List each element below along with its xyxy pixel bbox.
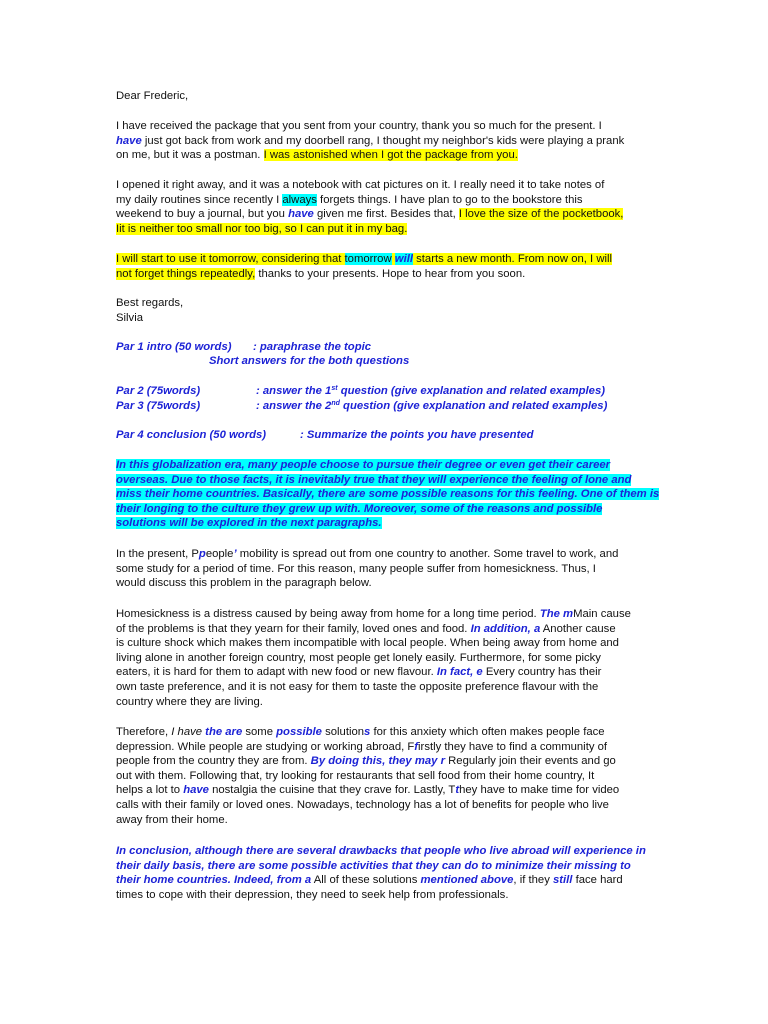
letter-paragraph-2: I opened it right away, and it was a notebook with cat pictures on it. I really need it to take notes of my daily routines since recently I always forgets things. I have plan to go to the bookstore this weekend to buy a journal, but you have given me first. Besides that, I love the size of the pocketbook, Iit is neither too small nor too big, so I can put it in my bag. [116, 179, 624, 235]
essay-paragraph-2: Homesickness is a distress caused by being away from home for a long time period. The mMain cause of the problems is that they yearn for their family, loved ones and food. In addition, a Another cause is culture shock which makes them incompatible with local people. When being away from home and living alone in another foreign country, most people get lonely easily. Furthermore, for some picky eaters, it is hard for them to adapt with new food or new flavour. In fact, e Every country has their own taste preference, and it is not easy for them to taste the opposite preference flavour with the country where they are living. [116, 608, 631, 708]
highlight-yellow: I love the size of the pocketbook, [458, 208, 624, 221]
letter-paragraph-1: I have received the package that you sent from your country, thank you so much for the present. I have just got back from work and my doorbell rang, I thought my neighbor's kids were playing a prank on me, but it was a postman. I was astonished when I got the package from you. [116, 120, 625, 162]
highlight-yellow: Iit is neither too small nor too big, so I can put it in my bag. [116, 222, 408, 235]
highlight-yellow: I was astonished when I got the package from you. [263, 149, 518, 162]
essay-intro: In this globalization era, many people choose to pursue their degree or even get their career overseas. Due to those facts, it is inevitably true that they will experience the feeling of lone and miss their home countries. Basically, there are some possible reasons for this feeling. One of them is their longing to the culture they grew up with. Moreover, some of the reasons and possible solutions will be explored in the next paragraphs. [116, 459, 660, 530]
document-page: Dear Frederic, I have received the package that you sent from your country, thank you so much for the present. I have just got back from work and my doorbell rang, I thought my neighbor's kids were playing a prank on me, but it was a postman. I was astonished when I got the package from you. I opened it right away, and it was a notebook with cat pictures on it. I really need it to take notes of my daily routines since recently I always forgets things. I have plan to go to the bookstore this weekend to buy a journal, but you have given me first. Besides that, I love the size of the pocketbook, Iit is neither too small nor too big, so I can put it in my bag. I will start to use it tomorrow, considering that tomorrow will starts a new month. From now on, I will not forget things repeatedly, thanks to your presents. Hope to hear from you soon. Best regards, Silvia Par 1 intro (50 words) : paraphrase the topic Short answers for the both questions Par 2 (75words) : answer the 1st question (give explanation and related examples) Par 3 (75words) : answer the 2nd question (give explanation and related examples) Par 4 conclusion (50 words) : Summarize the points you have presented In this globalization era, many people choose to pursue their degree or even get their career overseas. Due to those facts, it is inevitably true that they will experience the feeling of lone and miss their home countries. Basically, there are some possible reasons for this feeling. One of them is their longing to the culture they grew up with. Moreover, some of the reasons and possible solutions will be explored in the next paragraphs. In the present, Ppeople’ mobility is spread out from one country to another. Some travel to work, and some study for a period of time. For this reason, many people suffer from homesickness. Thus, I would discuss this problem in the paragraph below. Homesickness is a distress caused by being away from home for a long time period. The mMain cause of the problems is that they yearn for their family, loved ones and food. In addition, a Another cause is culture shock which makes them incompatible with local people. When being away from home and living alone in another foreign country, most people get lonely easily. Furthermore, for some picky eaters, it is hard for them to adapt with new food or new flavour. In fact, e Every country has their own taste preference, and it is not easy for them to taste the opposite preference flavour with the country where they are living. Therefore, I have the are some possible solutions for this anxiety which often makes people face depression. While people are studying or working abroad, Ffirstly they have to find a community of people from the country they are from. By doing this, they may r Regularly join their events and go out with them. Following that, try looking for restaurants that sell food from their home country, It helps a lot to have nostalgia the cuisine that they crave for. Lastly, Tthey have to make time for video calls with their family or loved ones. Nowadays, technology has a lot of benefits for people who live away from their home. In conclusion, although there are several drawbacks that people who live abroad will experience in their daily basis, there are some possible activities that they can do to minimize their missing to their home countries. Indeed, from a All of these solutions mentioned above, if they still face hard times to cope with their depression, they need to seek help from professionals. [116, 90, 660, 901]
essay-conclusion: In conclusion, although there are several drawbacks that people who live abroad will experience in their daily basis, there are some possible activities that they can do to minimize their missing to their home countries. Indeed, from a All of these solutions mentioned above, if they still face hard times to cope with their depression, they need to seek help from professionals. [116, 845, 646, 901]
essay-paragraph-1: In the present, Ppeople’ mobility is spread out from one country to another. Some travel to work, and some study for a period of time. For this reason, many people suffer from homesickness. Thus, I would discuss this problem in the paragraph below. [116, 548, 619, 590]
essay-paragraph-3: Therefore, I have the are some possible solutions for this anxiety which often makes people face depression. While people are studying or working abroad, Ffirstly they have to find a community of people from the country they are from. By doing this, they may r Regularly join their events and go out with them. Following that, try looking for restaurants that sell food from their home country, It helps a lot to have nostalgia the cuisine that they crave for. Lastly, Tthey have to make time for video calls with their family or loved ones. Nowadays, technology has a lot of benefits for people who live away from their home. [116, 726, 620, 826]
salutation: Dear Frederic, [116, 90, 189, 102]
highlight-cyan: always [282, 193, 317, 206]
closing: Best regards, Silvia [116, 297, 184, 324]
letter-paragraph-3: I will start to use it tomorrow, considering that tomorrow will starts a new month. From now on, I will not forget things repeatedly, thanks to your presents. Hope to hear from you soon. [116, 253, 613, 280]
